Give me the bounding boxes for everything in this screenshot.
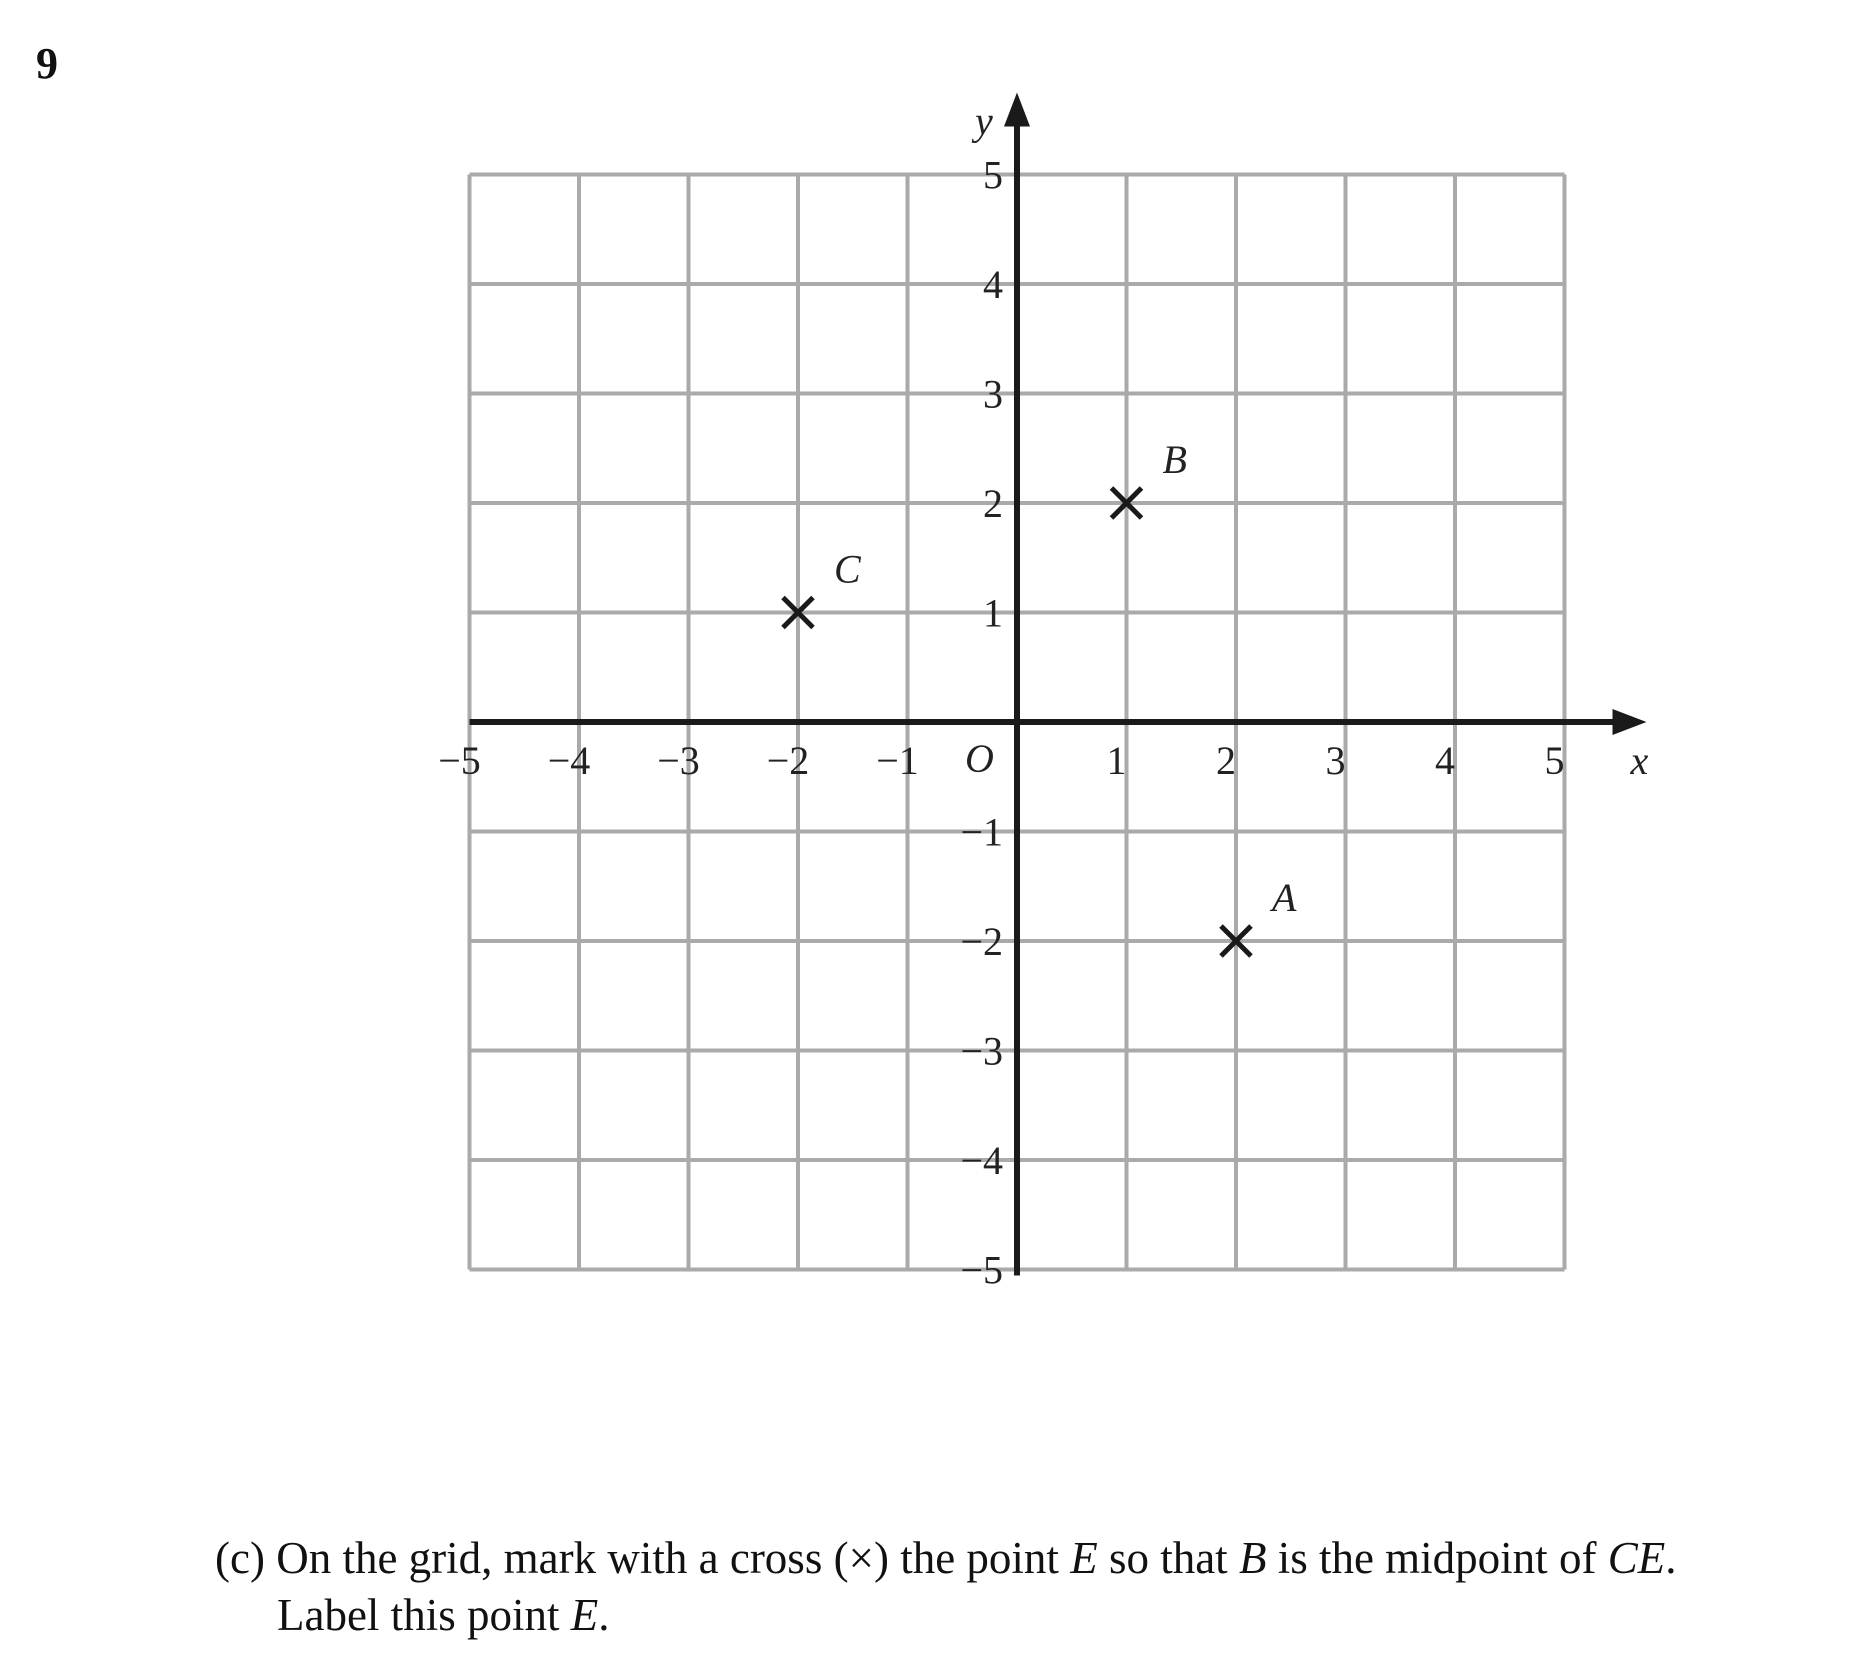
point-e-reference: E	[1070, 1533, 1098, 1583]
x-axis-arrow-icon	[1613, 709, 1647, 735]
point-e-reference-2: E	[570, 1590, 599, 1640]
y-tick-label: 2	[983, 481, 1003, 526]
axes	[470, 93, 1647, 1276]
point-a	[1221, 875, 1297, 956]
y-tick-label: −2	[960, 919, 1003, 964]
y-axis-arrow-icon	[1004, 93, 1030, 127]
point-b	[1112, 437, 1187, 518]
x-tick-label: −2	[766, 738, 810, 783]
question-text-after-cross: ) the point	[873, 1533, 1059, 1583]
points-layer	[783, 437, 1297, 956]
x-tick-label: 3	[1325, 738, 1346, 783]
question-text-line2	[215, 1587, 1855, 1644]
x-tick-label: −5	[438, 738, 481, 783]
y-tick-label: −1	[960, 809, 1003, 855]
x-axis-label: x	[1630, 738, 1649, 783]
y-tick-label: 1	[983, 590, 1003, 636]
point-label-c: C	[834, 546, 861, 592]
question-text-before-ce: is the midpoint of	[1277, 1533, 1597, 1583]
question-text	[215, 1530, 1855, 1644]
y-tick-label: −5	[960, 1247, 1003, 1293]
point-b-reference: B	[1238, 1533, 1267, 1583]
point-c	[783, 547, 862, 628]
point-label-b: B	[1162, 437, 1187, 482]
y-tick-label: −4	[960, 1138, 1003, 1183]
part-label: (c)	[215, 1533, 265, 1583]
y-tick-label: −3	[960, 1028, 1003, 1074]
y-axis-label: y	[975, 98, 993, 144]
x-tick-label: 2	[1216, 738, 1236, 783]
label-instruction: Label this point	[277, 1590, 560, 1640]
x-tick-label: 5	[1544, 738, 1565, 783]
y-tick-label: 3	[983, 371, 1003, 417]
question-text-middle: so that	[1108, 1533, 1228, 1583]
x-tick-label: 4	[1435, 738, 1455, 783]
x-tick-label: −3	[657, 738, 700, 783]
question-text-start: On the grid, mark with a cross (	[276, 1533, 849, 1583]
point-label-a: A	[1272, 875, 1297, 920]
segment-ce-reference: CE	[1607, 1533, 1666, 1583]
y-tick-label: 4	[983, 262, 1003, 307]
question-number: 9	[36, 39, 58, 88]
y-tick-label: 5	[983, 152, 1003, 198]
cross-symbol: ×	[848, 1533, 874, 1583]
x-tick-label: −4	[547, 738, 591, 783]
x-tick-label: 1	[1106, 738, 1127, 783]
x-tick-label: −1	[876, 738, 919, 783]
question-text-line2-end: .	[598, 1590, 610, 1640]
origin-label: O	[965, 736, 994, 781]
question-text-line1-end: .	[1665, 1533, 1677, 1583]
